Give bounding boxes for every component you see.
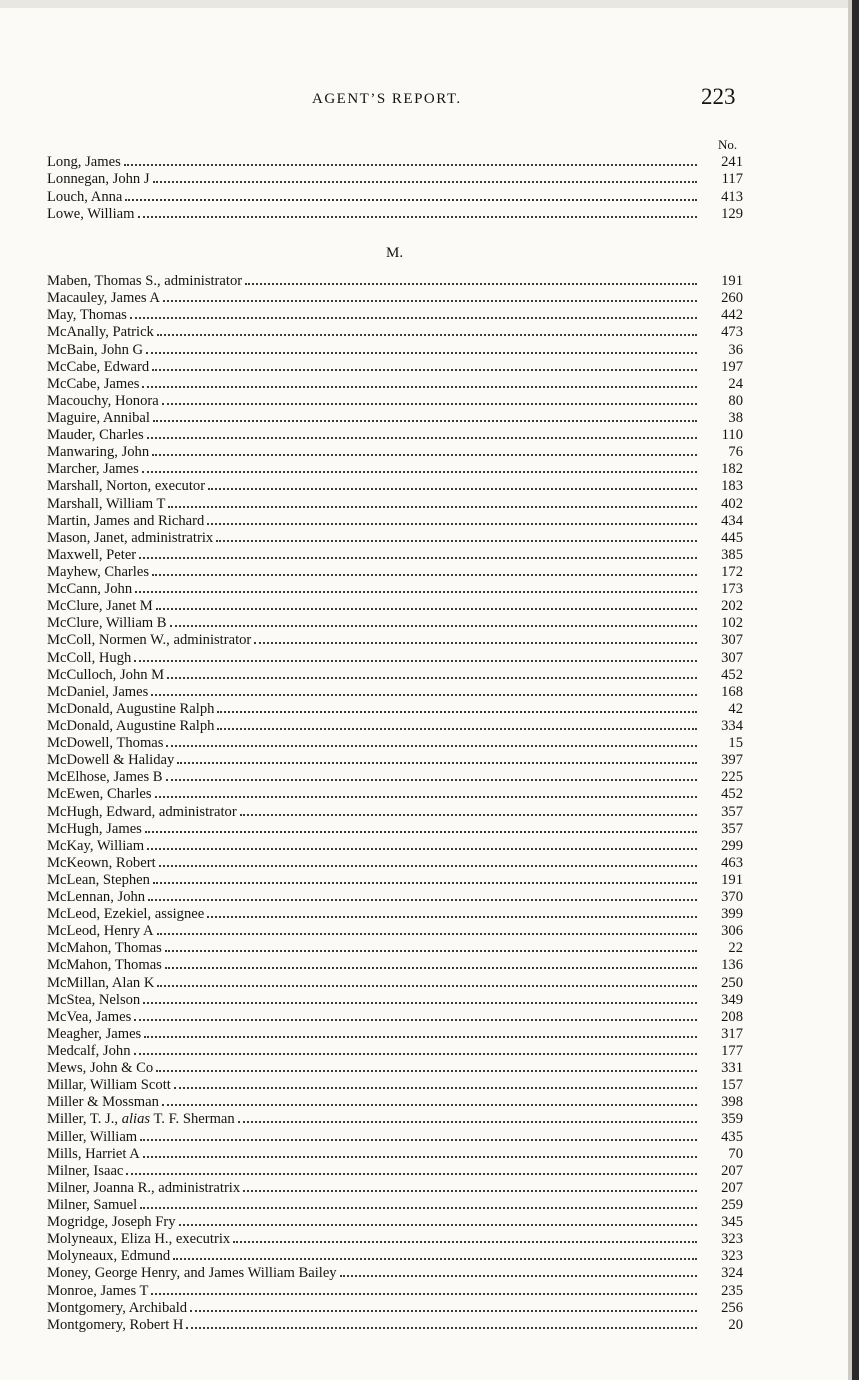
index-entry [47, 821, 743, 838]
dot-leader [143, 1002, 697, 1004]
entry-number: 299 [721, 837, 743, 854]
running-title: AGENT’S REPORT. [312, 91, 462, 107]
entry-name: McMahon, Thomas [47, 940, 162, 957]
entry-number: 110 [721, 427, 743, 444]
entry-number: 435 [721, 1128, 743, 1145]
index-entry [47, 974, 743, 991]
index-entry [47, 206, 743, 224]
index-entry [47, 564, 743, 581]
index-entry [47, 393, 743, 410]
entry-name: McLean, Stephen [47, 871, 150, 888]
dot-leader [162, 1104, 697, 1106]
dot-leader [177, 762, 697, 764]
entry-number: 370 [721, 889, 743, 906]
dot-leader [174, 1087, 697, 1089]
index-entry [47, 1128, 743, 1145]
entry-number: 442 [721, 307, 743, 324]
entry-number: 259 [721, 1197, 743, 1214]
entry-number: 357 [721, 820, 743, 837]
dot-leader [126, 1173, 697, 1175]
entry-name: Martin, James and Richard [47, 512, 205, 529]
entry-name: McDonald, Augustine Ralph [47, 700, 215, 717]
index-entry [47, 701, 743, 718]
index-entry [47, 1300, 743, 1317]
index-entry [47, 889, 743, 906]
dot-leader [170, 625, 697, 627]
entry-name: Milner, Samuel [47, 1197, 138, 1214]
entry-number: 24 [728, 375, 743, 392]
entry-name: McMillan, Alan K [47, 974, 155, 991]
dot-leader [151, 694, 697, 696]
dot-leader [135, 591, 697, 593]
entry-number: 183 [721, 478, 743, 495]
index-entry [47, 513, 743, 530]
index-entry [47, 1060, 743, 1077]
entry-number: 331 [721, 1060, 743, 1077]
dot-leader [134, 660, 697, 662]
index-entry [47, 1317, 743, 1334]
index-entry [47, 188, 743, 206]
entry-name: Mews, John & Co [47, 1060, 154, 1077]
entry-name: McMahon, Thomas [47, 957, 162, 974]
entry-number: 38 [728, 409, 743, 426]
entry-name: Maben, Thomas S., administrator [47, 273, 243, 290]
dot-leader [157, 985, 697, 987]
entry-number: 197 [721, 358, 743, 375]
dot-leader [165, 967, 697, 969]
entry-name: McCulloch, John M [47, 666, 165, 683]
entry-number: 15 [728, 735, 743, 752]
index-entry [47, 1094, 743, 1111]
entry-name: McLeod, Henry A [47, 923, 154, 940]
entry-number: 357 [721, 803, 743, 820]
entry-number: 349 [721, 991, 743, 1008]
entry-name: McKay, William [47, 837, 145, 854]
index-entry [47, 1026, 743, 1043]
dot-leader [147, 848, 697, 850]
entry-number: 102 [721, 615, 743, 632]
entry-name: Marshall, Norton, executor [47, 478, 206, 495]
entry-name: McElhose, James B [47, 769, 163, 786]
entry-number: 398 [721, 1094, 743, 1111]
entry-name: McDowell, Thomas [47, 735, 164, 752]
index-entry [47, 598, 743, 615]
dot-leader [254, 642, 697, 644]
dot-leader [208, 488, 697, 490]
dot-leader [157, 334, 697, 336]
entry-name: McHugh, Edward, administrator [47, 803, 237, 820]
entry-number: 323 [721, 1248, 743, 1265]
entry-name: McKeown, Robert [47, 854, 156, 871]
index-entry [47, 649, 743, 666]
index-entry [47, 341, 743, 358]
dot-leader [134, 1019, 697, 1021]
index-entry [47, 307, 743, 324]
entry-name: Meagher, James [47, 1025, 142, 1042]
entry-number: 260 [721, 290, 743, 307]
index-entry [47, 530, 743, 547]
index-entry [47, 667, 743, 684]
dot-leader [179, 1224, 697, 1226]
entry-number: 345 [721, 1214, 743, 1231]
entry-name: McDonald, Augustine Ralph [47, 717, 215, 734]
entry-number: 434 [721, 512, 743, 529]
entry-number: 208 [721, 1008, 743, 1025]
entry-number: 70 [728, 1145, 743, 1162]
dot-leader [130, 317, 697, 319]
entry-name [47, 1111, 235, 1128]
dot-leader [155, 796, 697, 798]
index-entry [47, 153, 743, 171]
entry-number: 168 [721, 683, 743, 700]
entry-name: Miller, William [47, 1128, 138, 1145]
entry-number: 452 [721, 786, 743, 803]
dot-leader [153, 420, 697, 422]
index-entry [47, 444, 743, 461]
index-entry [47, 992, 743, 1009]
dot-leader [167, 677, 697, 679]
entry-name: McLennan, John [47, 889, 146, 906]
index-list-l [47, 153, 743, 223]
entry-name-part: T. F. Sherman [150, 1111, 235, 1128]
index-entry [47, 581, 743, 598]
entry-name: McStea, Nelson [47, 991, 141, 1008]
dot-leader [207, 523, 697, 525]
index-entry [47, 495, 743, 512]
entry-name: Mayhew, Charles [47, 563, 149, 580]
entry-name: McLeod, Ezekiel, assignee [47, 906, 205, 923]
dot-leader [340, 1275, 697, 1277]
entry-number: 173 [721, 581, 743, 598]
entry-name: Millar, William Scott [47, 1077, 171, 1094]
entry-number: 22 [728, 940, 743, 957]
dot-leader [217, 711, 697, 713]
entry-name: Manwaring, John [47, 444, 150, 461]
dot-leader [134, 1053, 698, 1055]
index-entry [47, 478, 743, 495]
entry-name: Lowe, William [47, 206, 135, 222]
entry-name: Money, George Henry, and James William Bailey [47, 1265, 337, 1282]
section-letter: M. [386, 245, 404, 261]
entry-number: 36 [728, 341, 743, 358]
entry-name: Montgomery, Archibald [47, 1299, 188, 1316]
entry-number: 172 [721, 563, 743, 580]
dot-leader [186, 1327, 697, 1329]
index-entry [47, 855, 743, 872]
entry-name: Monroe, James T [47, 1282, 149, 1299]
entry-name: McColl, Normen W., administrator [47, 632, 252, 649]
entry-name: Milner, Isaac [47, 1162, 124, 1179]
entry-number: 157 [721, 1077, 743, 1094]
entry-name: Maxwell, Peter [47, 546, 137, 563]
entry-name-part: Miller, T. J., [47, 1111, 122, 1128]
dot-leader [173, 1258, 697, 1260]
dot-leader [145, 831, 697, 833]
index-entry [47, 1197, 743, 1214]
dot-leader [207, 916, 697, 918]
entry-number: 129 [721, 206, 743, 222]
entry-name: Molyneaux, Edmund [47, 1248, 171, 1265]
index-entry [47, 1231, 743, 1248]
entry-number: 397 [721, 752, 743, 769]
entry-name: Medcalf, John [47, 1043, 131, 1060]
entry-name: Milner, Joanna R., administratrix [47, 1179, 241, 1196]
entry-number: 256 [721, 1299, 743, 1316]
dot-leader [168, 506, 697, 508]
entry-name: Macauley, James A [47, 290, 160, 307]
entry-name-italic: alias [121, 1111, 151, 1128]
dot-leader [125, 199, 697, 201]
entry-name: May, Thomas [47, 307, 127, 324]
entry-number: 463 [721, 854, 743, 871]
dot-leader [238, 1121, 697, 1123]
entry-name: Miller & Mossman [47, 1094, 159, 1111]
entry-number: 207 [721, 1162, 743, 1179]
entry-name: Long, James [47, 153, 121, 170]
dot-leader [157, 933, 697, 935]
entry-name: McBain, John G [47, 341, 144, 358]
index-entry [47, 906, 743, 923]
dot-leader [153, 181, 697, 183]
index-entry [47, 461, 743, 478]
entry-number: 317 [721, 1025, 743, 1042]
entry-name: Mauder, Charles [47, 427, 144, 444]
entry-number: 136 [721, 957, 743, 974]
index-entry [47, 940, 743, 957]
index-entry [47, 427, 743, 444]
dot-leader [142, 471, 697, 473]
entry-name: McDowell & Haliday [47, 752, 175, 769]
index-entry [47, 1214, 743, 1231]
index-list-m [47, 273, 743, 1334]
index-entry [47, 1111, 743, 1128]
entry-name: McVea, James [47, 1008, 132, 1025]
index-entry [47, 359, 743, 376]
entry-number: 399 [721, 906, 743, 923]
index-entry [47, 803, 743, 820]
index-entry [47, 547, 743, 564]
dot-leader [163, 300, 697, 302]
entry-name: Mills, Harriet A [47, 1145, 140, 1162]
entry-name: McCann, John [47, 581, 133, 598]
index-entry [47, 1077, 743, 1094]
entry-name: McCabe, Edward [47, 358, 150, 375]
index-entry [47, 290, 743, 307]
index-entry [47, 171, 743, 189]
entry-name: McClure, Janet M [47, 598, 153, 615]
entry-number: 250 [721, 974, 743, 991]
entry-name: McDaniel, James [47, 683, 149, 700]
entry-name: McAnally, Patrick [47, 324, 154, 341]
entry-number: 307 [721, 649, 743, 666]
entry-number: 241 [721, 153, 743, 170]
index-entry [47, 1146, 743, 1163]
entry-name: Lonnegan, John J [47, 171, 150, 187]
entry-name: Louch, Anna [47, 188, 123, 205]
dot-leader [156, 608, 697, 610]
index-entry [47, 872, 743, 889]
entry-number: 334 [721, 717, 743, 734]
dot-leader [140, 1139, 697, 1141]
index-entry [47, 752, 743, 769]
dot-leader [144, 1036, 697, 1038]
entry-number: 177 [721, 1043, 743, 1060]
index-entry [47, 786, 743, 803]
entry-number: 20 [728, 1316, 743, 1333]
dot-leader [159, 865, 697, 867]
index-entry [47, 1043, 743, 1060]
entry-number: 207 [721, 1179, 743, 1196]
entry-name: Molyneaux, Eliza H., executrix [47, 1231, 231, 1248]
dot-leader [124, 164, 697, 166]
number-column-label: No. [718, 137, 738, 152]
page-number: 223 [701, 84, 736, 109]
entry-name: McClure, William B [47, 615, 167, 632]
dot-leader [166, 745, 697, 747]
entry-number: 413 [721, 188, 743, 205]
entry-name: McHugh, James [47, 820, 142, 837]
entry-number: 402 [721, 495, 743, 512]
page-top-edge [0, 0, 859, 8]
dot-leader [148, 899, 697, 901]
dot-leader [147, 437, 697, 439]
dot-leader [233, 1241, 697, 1243]
index-entry [47, 273, 743, 290]
dot-leader [152, 454, 697, 456]
dot-leader [153, 882, 697, 884]
dot-leader [138, 216, 698, 218]
index-entry [47, 718, 743, 735]
entry-number: 324 [721, 1265, 743, 1282]
dot-leader [139, 557, 697, 559]
index-entry [47, 957, 743, 974]
dot-leader [243, 1190, 697, 1192]
index-entry [47, 1180, 743, 1197]
entry-name: Marcher, James [47, 461, 139, 478]
index-entry [47, 1009, 743, 1026]
entry-number: 191 [721, 871, 743, 888]
index-entry [47, 632, 743, 649]
dot-leader [151, 1293, 697, 1295]
index-entry [47, 615, 743, 632]
dot-leader [140, 1207, 697, 1209]
entry-number: 452 [721, 666, 743, 683]
dot-leader [165, 950, 697, 952]
entry-number: 385 [721, 546, 743, 563]
entry-number: 235 [721, 1282, 743, 1299]
entry-name: Mogridge, Joseph Fry [47, 1214, 176, 1231]
dot-leader [152, 369, 697, 371]
entry-number: 359 [721, 1111, 743, 1128]
entry-name: Marshall, William T [47, 495, 166, 512]
dot-leader [217, 728, 697, 730]
dot-leader [216, 540, 697, 542]
index-entry [47, 1248, 743, 1265]
page-header [0, 84, 859, 114]
dot-leader [142, 386, 697, 388]
page-binding-edge [852, 0, 859, 1380]
index-entry [47, 1265, 743, 1282]
entry-number: 191 [721, 273, 743, 290]
dot-leader [146, 352, 697, 354]
dot-leader [240, 814, 697, 816]
index-entry [47, 923, 743, 940]
entry-name: Macouchy, Honora [47, 392, 159, 409]
dot-leader [156, 1070, 697, 1072]
entry-number: 80 [728, 392, 743, 409]
index-entry [47, 1163, 743, 1180]
dot-leader [245, 283, 697, 285]
entry-number: 117 [721, 171, 743, 187]
entry-number: 182 [721, 461, 743, 478]
dot-leader [152, 574, 697, 576]
dot-leader [162, 403, 697, 405]
index-entry [47, 735, 743, 752]
entry-number: 76 [728, 444, 743, 461]
entry-number: 445 [721, 529, 743, 546]
entry-number: 225 [721, 769, 743, 786]
entry-number: 42 [728, 700, 743, 717]
dot-leader [166, 779, 697, 781]
entry-number: 473 [721, 324, 743, 341]
index-entry [47, 376, 743, 393]
index-entry [47, 684, 743, 701]
entry-name: Mason, Janet, administratrix [47, 529, 214, 546]
entry-name: Montgomery, Robert H [47, 1316, 184, 1333]
entry-name: McColl, Hugh [47, 649, 132, 666]
entry-number: 306 [721, 923, 743, 940]
index-entry [47, 838, 743, 855]
entry-name: Maguire, Annibal [47, 409, 150, 426]
index-entry [47, 324, 743, 341]
index-entry [47, 410, 743, 427]
entry-number: 307 [721, 632, 743, 649]
entry-name: McEwen, Charles [47, 786, 152, 803]
index-entry [47, 769, 743, 786]
entry-number: 202 [721, 598, 743, 615]
dot-leader [190, 1310, 697, 1312]
entry-name: McCabe, James [47, 375, 140, 392]
dot-leader [143, 1156, 697, 1158]
index-entry [47, 1282, 743, 1299]
entry-number: 323 [721, 1231, 743, 1248]
